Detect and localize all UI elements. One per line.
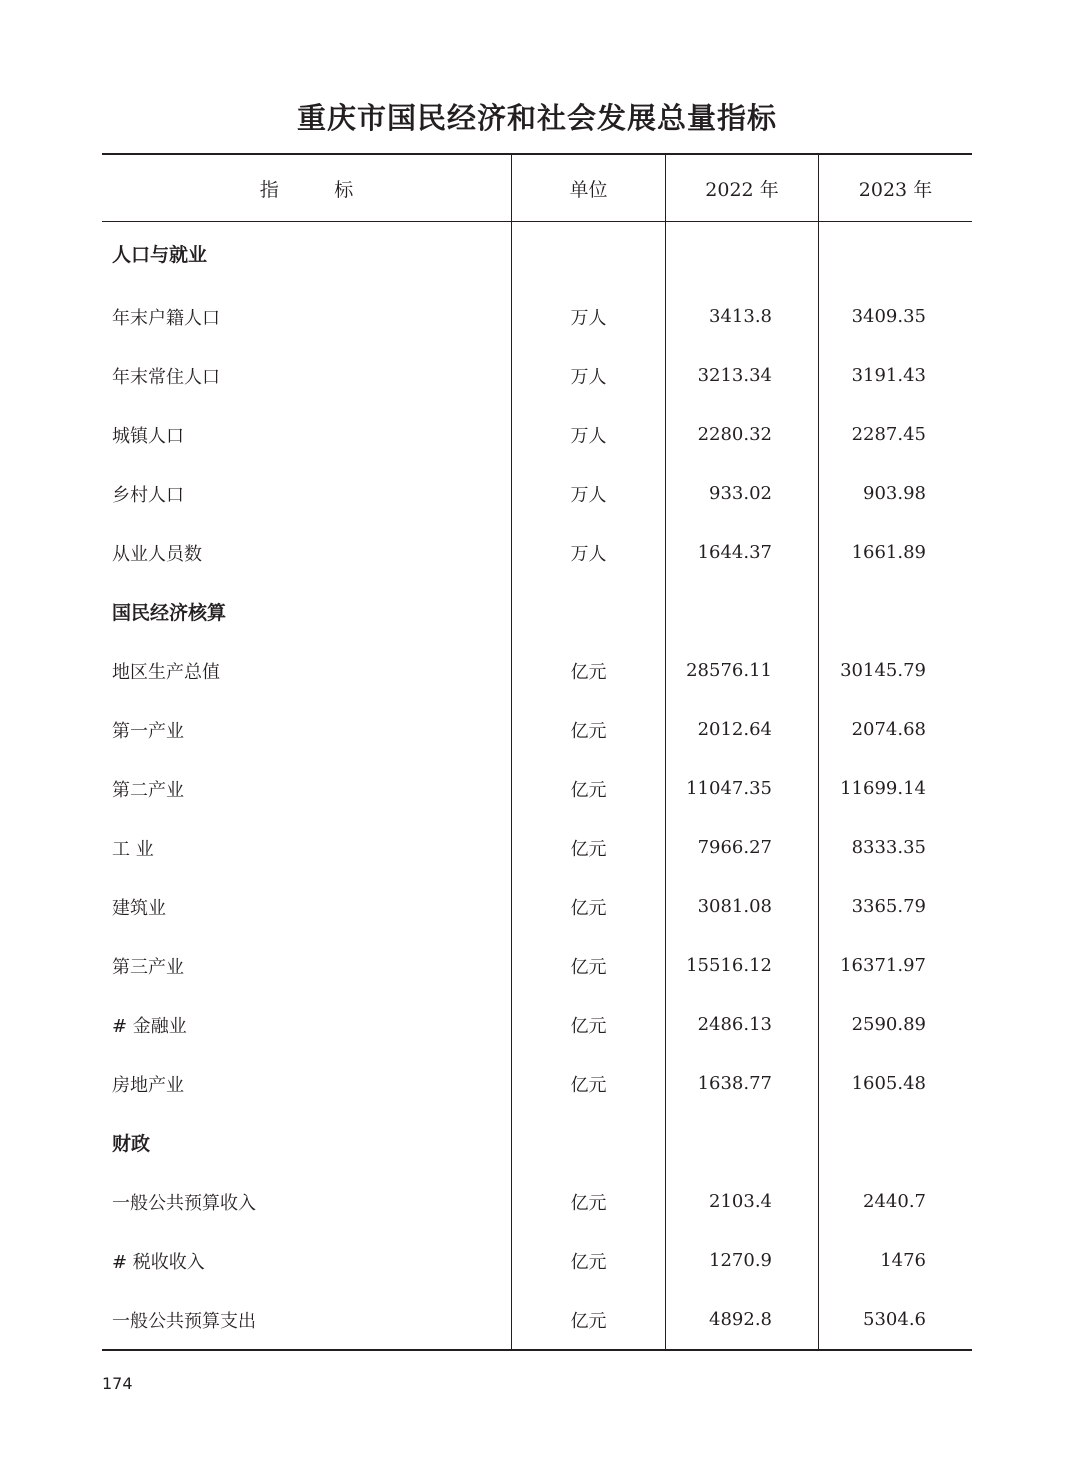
- unit-cell: 亿元: [511, 936, 665, 995]
- table-header: [102, 155, 972, 222]
- table-row: [102, 1054, 972, 1113]
- unit-cell: 亿元: [511, 700, 665, 759]
- table-row: [102, 1290, 972, 1349]
- header-indicator: 指 标: [259, 178, 354, 201]
- value-2022: 1270.9: [665, 1231, 818, 1290]
- value-2023: 2590.89: [818, 995, 972, 1054]
- header-year-2023: 2023 年: [818, 155, 972, 221]
- unit-cell: 亿元: [511, 1172, 665, 1231]
- indicator-name: 年末常住人口: [112, 366, 220, 388]
- indicator-table: [102, 153, 972, 1351]
- table-row: [102, 405, 972, 464]
- unit-cell: [511, 1113, 665, 1172]
- unit-cell: 亿元: [511, 995, 665, 1054]
- value-2023: 3365.79: [818, 877, 972, 936]
- value-2023: 2287.45: [818, 405, 972, 464]
- unit-cell: 万人: [511, 346, 665, 405]
- indicator-name: 从业人员数: [112, 543, 202, 565]
- section-title: 国民经济核算: [112, 602, 227, 624]
- unit-cell: 亿元: [511, 1054, 665, 1113]
- value-2023: 11699.14: [818, 759, 972, 818]
- unit-cell: [511, 582, 665, 641]
- table-row: [102, 523, 972, 582]
- indicator-name: 第一产业: [112, 720, 184, 742]
- unit-cell: 亿元: [511, 641, 665, 700]
- unit-cell: 亿元: [511, 1290, 665, 1349]
- value-2022: 15516.12: [665, 936, 818, 995]
- value-2022: 4892.8: [665, 1290, 818, 1349]
- value-2023: 903.98: [818, 464, 972, 523]
- value-2022: 3413.8: [665, 287, 818, 346]
- value-2022: 11047.35: [665, 759, 818, 818]
- unit-cell: 万人: [511, 405, 665, 464]
- table-row: [102, 936, 972, 995]
- indicator-name: 第二产业: [112, 779, 184, 801]
- indicator-name: 工 业: [112, 838, 154, 860]
- unit-cell: [511, 222, 665, 287]
- value-2022: 2012.64: [665, 700, 818, 759]
- unit-cell: 亿元: [511, 877, 665, 936]
- unit-cell: 亿元: [511, 1231, 665, 1290]
- value-2022: 1638.77: [665, 1054, 818, 1113]
- table-row: [102, 346, 972, 405]
- value-2023: 1476: [818, 1231, 972, 1290]
- section-title: 人口与就业: [112, 244, 208, 266]
- table-row: [102, 1172, 972, 1231]
- value-2022: 933.02: [665, 464, 818, 523]
- value-2023: [818, 1113, 972, 1172]
- page-number: 174: [102, 1374, 133, 1393]
- indicator-name: 乡村人口: [112, 484, 184, 506]
- table-row: [102, 995, 972, 1054]
- indicator-name: 一般公共预算支出: [112, 1310, 256, 1332]
- value-2022: [665, 582, 818, 641]
- value-2022: 1644.37: [665, 523, 818, 582]
- value-2023: 3409.35: [818, 287, 972, 346]
- value-2023: 3191.43: [818, 346, 972, 405]
- section-row: [102, 582, 972, 641]
- value-2023: 30145.79: [818, 641, 972, 700]
- table-body: [102, 222, 972, 1349]
- value-2022: 7966.27: [665, 818, 818, 877]
- value-2022: [665, 1113, 818, 1172]
- value-2022: 2486.13: [665, 995, 818, 1054]
- header-unit: 单位: [511, 155, 665, 221]
- header-year-2022: 2022 年: [665, 155, 818, 221]
- value-2022: 3081.08: [665, 877, 818, 936]
- table-row: [102, 287, 972, 346]
- value-2023: 2074.68: [818, 700, 972, 759]
- value-2023: 2440.7: [818, 1172, 972, 1231]
- section-row: [102, 1113, 972, 1172]
- indicator-name: # 金融业: [112, 1015, 187, 1037]
- value-2022: 3213.34: [665, 346, 818, 405]
- value-2023: [818, 582, 972, 641]
- table-row: [102, 641, 972, 700]
- unit-cell: 亿元: [511, 759, 665, 818]
- section-row: [102, 222, 972, 287]
- value-2022: 2103.4: [665, 1172, 818, 1231]
- table-row: [102, 1231, 972, 1290]
- value-2022: [665, 222, 818, 287]
- value-2022: 2280.32: [665, 405, 818, 464]
- indicator-name: # 税收收入: [112, 1251, 205, 1273]
- table-row: [102, 464, 972, 523]
- unit-cell: 万人: [511, 287, 665, 346]
- table-row: [102, 818, 972, 877]
- value-2023: 1661.89: [818, 523, 972, 582]
- unit-cell: 亿元: [511, 818, 665, 877]
- unit-cell: 万人: [511, 523, 665, 582]
- indicator-name: 房地产业: [112, 1074, 184, 1096]
- value-2023: 5304.6: [818, 1290, 972, 1349]
- page-title: 重庆市国民经济和社会发展总量指标: [296, 101, 777, 135]
- section-title: 财政: [112, 1133, 151, 1155]
- value-2022: 28576.11: [665, 641, 818, 700]
- indicator-name: 年末户籍人口: [112, 307, 220, 329]
- indicator-name: 一般公共预算收入: [112, 1192, 256, 1214]
- value-2023: [818, 222, 972, 287]
- indicator-name: 第三产业: [112, 956, 184, 978]
- table-row: [102, 877, 972, 936]
- value-2023: 8333.35: [818, 818, 972, 877]
- indicator-name: 地区生产总值: [112, 661, 220, 683]
- table-row: [102, 700, 972, 759]
- value-2023: 16371.97: [818, 936, 972, 995]
- unit-cell: 万人: [511, 464, 665, 523]
- indicator-name: 城镇人口: [112, 425, 184, 447]
- table-row: [102, 759, 972, 818]
- value-2023: 1605.48: [818, 1054, 972, 1113]
- indicator-name: 建筑业: [112, 897, 166, 919]
